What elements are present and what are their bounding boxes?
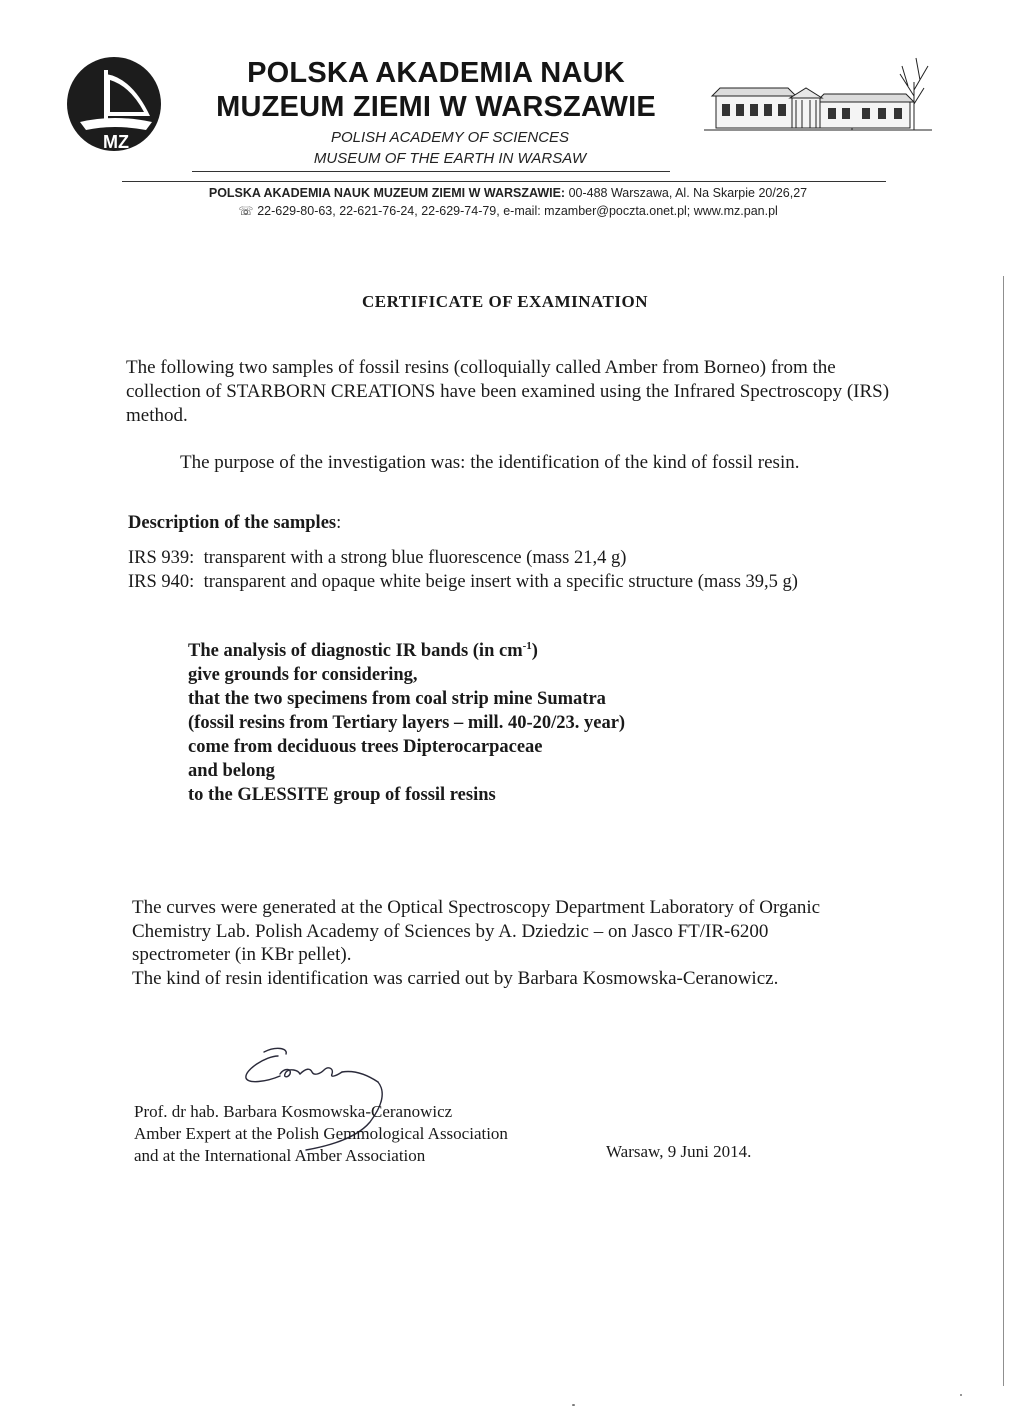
org-name-pl-line1: POLSKA AKADEMIA NAUK — [247, 57, 625, 89]
sample-id: IRS 939: — [128, 548, 195, 568]
curves-line: spectrometer (in KBr pellet). — [132, 944, 352, 965]
certificate-title: CERTIFICATE OF EXAMINATION — [362, 292, 648, 311]
address-rest: 00-488 Warszawa, Al. Na Skarpie 20/26,27 — [565, 186, 808, 200]
curves-line: The kind of resin identification was carried out by Barbara Kosmowska-Ceranowicz. — [132, 967, 779, 989]
analysis-line: and belong — [188, 761, 275, 781]
purpose-paragraph: The purpose of the investigation was: the identification of the kind of fossil resin. — [180, 452, 800, 473]
analysis-line1-close: ) — [531, 641, 538, 661]
contact-line — [0, 203, 1016, 219]
signer-title: Amber Expert at the Polish Gemmological Association — [134, 1124, 508, 1143]
samples-list — [128, 546, 908, 594]
address-bold: POLSKA AKADEMIA NAUK MUZEUM ZIEMI W WARSZAWIE: — [208, 186, 566, 200]
intro-paragraph: The following two samples of fossil resins (colloquially called Amber from Borneo) from the collection of STARBORN CREATIONS have been examined using the Infrared Spectroscopy (IRS) method. — [126, 357, 890, 426]
analysis-unit-exponent: -1 — [522, 639, 532, 652]
analysis-line: come from deciduous trees Dipterocarpaceae — [188, 737, 543, 757]
place-date: Warsaw, 9 Juni 2014. — [606, 1142, 752, 1161]
description-heading-colon: : — [336, 513, 342, 533]
scan-edge-line — [1003, 276, 1004, 1386]
museum-building-drawing — [702, 52, 934, 136]
org-name-pl-line2: MUZEUM ZIEMI W WARSZAWIE — [216, 91, 656, 123]
description-heading — [128, 512, 341, 534]
telephone-icon: ☏ — [238, 204, 254, 218]
signer-title: and at the International Amber Association — [134, 1146, 426, 1165]
museum-logo — [66, 56, 162, 152]
header-divider-short — [192, 171, 670, 172]
sample-text: transparent and opaque white beige insert with a specific structure (mass 39,5 g) — [203, 572, 798, 592]
analysis-line: that the two specimens from coal strip mine Sumatra — [188, 689, 606, 709]
address-line — [0, 185, 1016, 201]
analysis-line: (fossil resins from Tertiary layers – mill. 40-20/23. year) — [188, 713, 626, 733]
signer-block — [134, 1101, 614, 1167]
contact-text: 22-629-80-63, 22-621-76-24, 22-629-74-79, e-mail: mzamber@poczta.onet.pl; www.mz.pan.pl — [257, 204, 778, 218]
sample-id: IRS 940: — [128, 572, 195, 592]
header-divider-long — [122, 181, 886, 182]
analysis-line — [188, 639, 748, 663]
sample-row — [128, 570, 908, 594]
analysis-line: give grounds for considering, — [188, 665, 418, 685]
analysis-line1-text: The analysis of diagnostic IR bands (in cm — [188, 641, 523, 661]
org-name-en-line2: MUSEUM OF THE EARTH IN WARSAW — [313, 150, 587, 167]
org-name-en-line1: POLISH ACADEMY OF SCIENCES — [330, 129, 570, 146]
signer-name: Prof. dr hab. Barbara Kosmowska-Ceranowicz — [134, 1102, 453, 1121]
curves-line: The curves were generated at the Optical Spectroscopy Department Laboratory of Organic — [132, 897, 821, 918]
scan-speck — [960, 1394, 962, 1396]
description-heading-text: Description of the samples — [128, 513, 337, 533]
curves-line: Chemistry Lab. Polish Academy of Sciences by A. Dziedzic – on Jasco FT/IR-6200 — [132, 920, 769, 942]
curves-paragraph — [132, 896, 892, 990]
logo-text: MZ — [103, 132, 129, 152]
sample-row — [128, 546, 908, 570]
scan-speck — [572, 1404, 575, 1406]
organization-name-pl — [170, 56, 702, 124]
analysis-conclusion — [188, 639, 748, 807]
analysis-line: to the GLESSITE group of fossil resins — [188, 785, 496, 805]
organization-name-en — [270, 127, 630, 169]
sample-text: transparent with a strong blue fluorescence (mass 21,4 g) — [203, 548, 627, 568]
